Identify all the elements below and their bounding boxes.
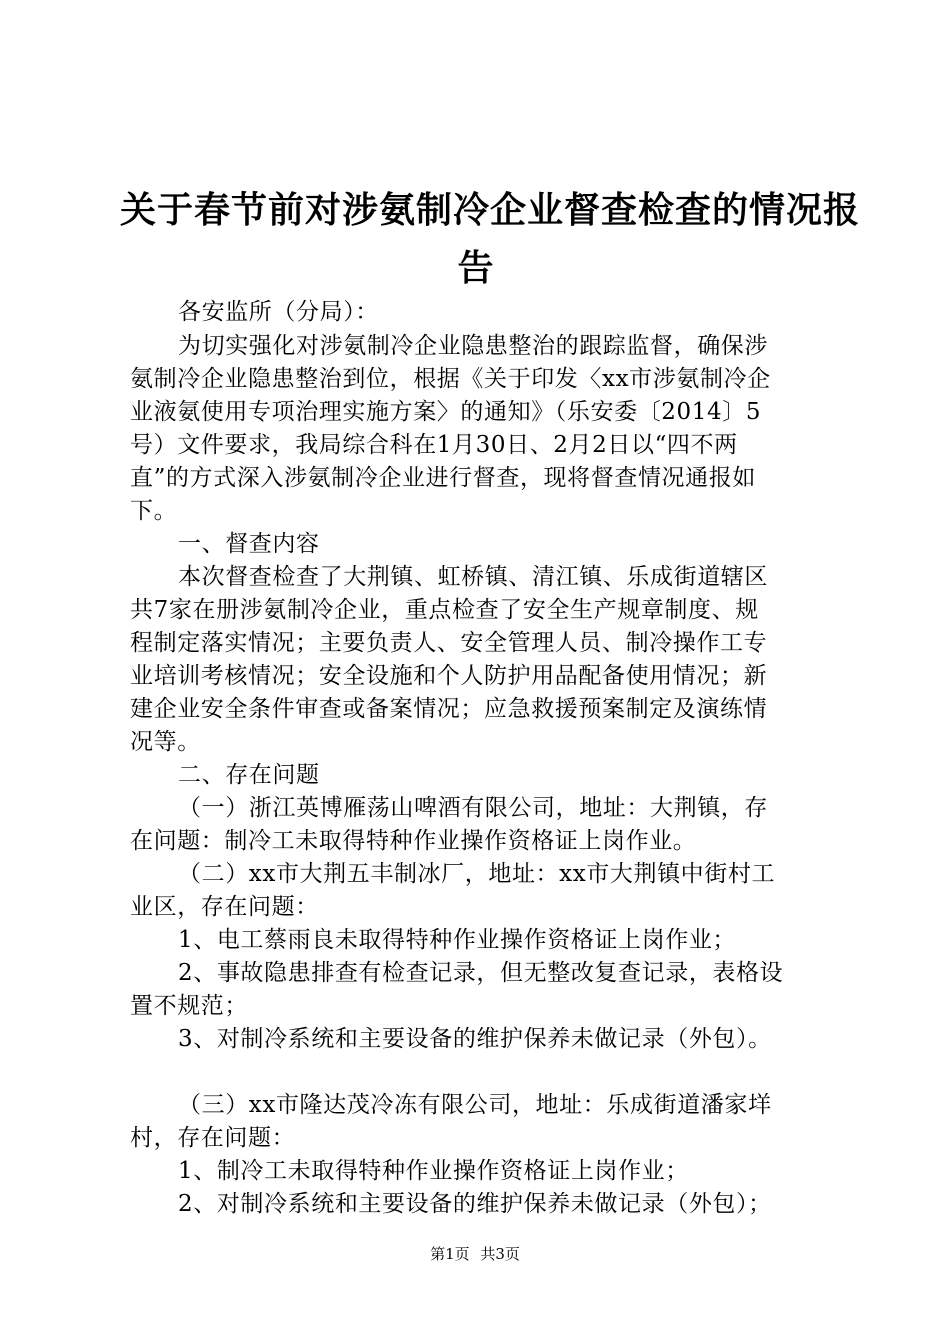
paragraph-line: 为切实强化对涉氨制冷企业隐患整治的跟踪监督，确保涉: [178, 333, 768, 359]
paragraph-line: 下。: [130, 498, 178, 524]
salutation: 各安监所（分局）：: [178, 299, 379, 325]
paragraph-line: 号）文件要求，我局综合科在1月30日、2月2日以“四不两: [130, 432, 738, 458]
list-item: 置不规范；: [130, 993, 248, 1019]
paragraph-line: 建企业安全条件审查或备案情况；应急救援预案制定及演练情: [130, 696, 768, 722]
paragraph-line: （一）浙江英博雁荡山啤酒有限公司，地址：大荆镇，存: [178, 795, 768, 821]
section-heading: 一、督查内容: [178, 531, 320, 557]
list-item: 3、对制冷系统和主要设备的维护保养未做记录（外包）。: [178, 1026, 772, 1052]
list-item: 1、电工蔡雨良未取得特种作业操作资格证上岗作业；: [178, 927, 737, 953]
paragraph-line: （三）xx市隆达茂冷冻有限公司，地址：乐成街道潘家垟: [178, 1092, 772, 1118]
section-heading: 二、存在问题: [178, 762, 320, 788]
paragraph-line: 在问题：制冷工未取得特种作业操作资格证上岗作业。: [130, 828, 697, 854]
page-number: 第1页: [430, 1245, 470, 1263]
paragraph-line: 况等。: [130, 729, 201, 755]
paragraph-line: 氨制冷企业隐患整治到位，根据《关于印发〈xx市涉氨制冷企: [130, 366, 771, 392]
list-item: 1、制冷工未取得特种作业操作资格证上岗作业；: [178, 1158, 689, 1184]
paragraph-line: 共7家在册涉氨制冷企业，重点检查了安全生产规章制度、规: [130, 597, 759, 623]
paragraph-line: 村，存在问题：: [130, 1125, 296, 1151]
paragraph-line: 业培训考核情况；安全设施和个人防护用品配备使用情况；新: [130, 663, 768, 689]
paragraph-line: （二）xx市大荆五丰制冰厂，地址：xx市大荆镇中街村工: [178, 861, 776, 887]
page-total: 共3页: [480, 1245, 520, 1263]
page-footer: [0, 1243, 950, 1265]
list-item: 2、事故隐患排查有检查记录，但无整改复查记录，表格设: [178, 960, 784, 986]
document-title-line-1: 关于春节前对涉氨制冷企业督查检查的情况报: [120, 189, 861, 231]
paragraph-line: 本次督查检查了大荆镇、虹桥镇、清江镇、乐成街道辖区: [178, 564, 768, 590]
document-title-line-2: 告: [457, 247, 495, 289]
paragraph-line: 直”的方式深入涉氨制冷企业进行督查，现将督查情况通报如: [130, 465, 756, 491]
paragraph-line: 程制定落实情况；主要负责人、安全管理人员、制冷操作工专: [130, 630, 768, 656]
paragraph-line: 业区，存在问题：: [130, 894, 319, 920]
list-item: 2、对制冷系统和主要设备的维护保养未做记录（外包）；: [178, 1191, 772, 1217]
paragraph-line: 业液氨使用专项治理实施方案〉的通知》（乐安委〔2014〕5: [130, 399, 762, 425]
